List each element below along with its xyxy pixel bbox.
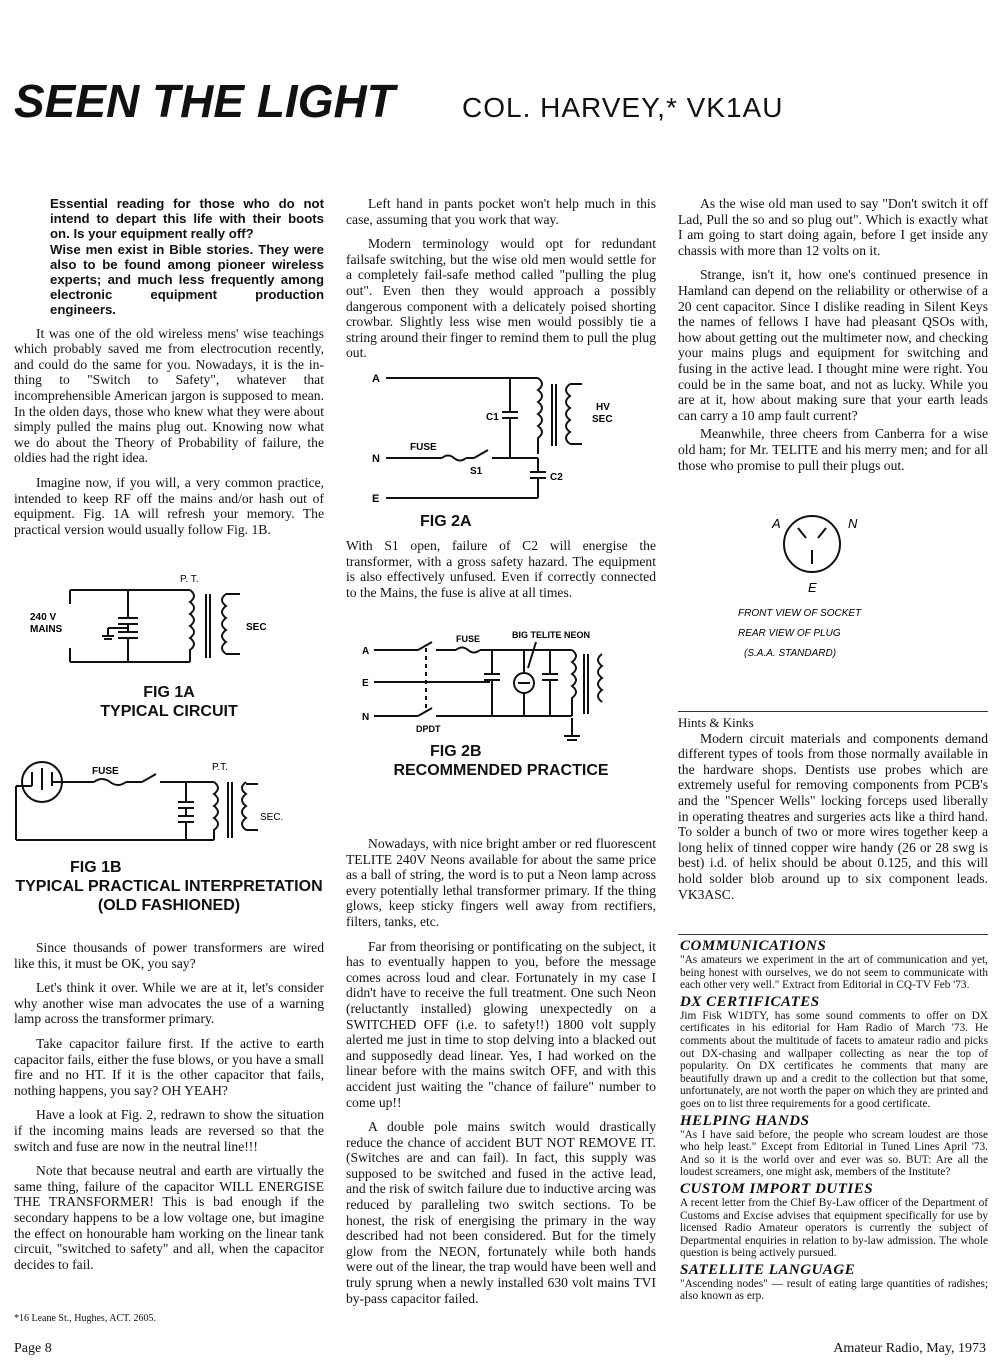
box-heading: HELPING HANDS xyxy=(680,1112,810,1129)
fig-2a-hv-label: HV xyxy=(596,402,610,413)
page-number: Page 8 xyxy=(14,1341,52,1356)
box-body: "Ascending nodes" — result of eating large quantities of radishes; also known as erp. xyxy=(680,1277,988,1303)
fig-2a-n-label: N xyxy=(372,453,380,465)
column-3 xyxy=(678,196,988,482)
body-paragraph: Meanwhile, three cheers from Canberra for a wise old ham; for Mr. TELITE and his merry men; and for all those who promise to pull their plugs out. xyxy=(678,426,988,473)
body-paragraph: Let's think it over. While we are at it, let's consider why another wise man advocates the use of a warning lamp across the transformer primary. xyxy=(14,980,324,1027)
body-paragraph: Strange, isn't it, how one's continued presence in Hamland can depend on the reliability or otherwise of a 20 cent capacitor. Since I dislike reading in Silent Keys the names of fellows I have had pleasant QSOs with, how about getting out the multimeter now, and checking your mains plugs and equipment for switching and fusing in the active lead. I thought mine were right. You could be in the same boat, and not as lucky. While you are at it, how about making sure that your earth leads can carry a 10 amp fault current? xyxy=(678,267,988,423)
fig-1a-mains-label: 240 V xyxy=(30,612,57,623)
column-2-mid xyxy=(346,538,656,609)
fig-1b-caption xyxy=(14,858,324,915)
body-paragraph: With S1 open, failure of C2 will energise the transformer, with a gross safety hazard. The equipment is also effectively unfused. Even if correctly connected to the Mains, the fuse is alive at all times. xyxy=(346,538,656,600)
fig-2b-n-label: N xyxy=(362,712,370,723)
hints-title: Hints & Kinks xyxy=(678,715,754,730)
column-1-bottom xyxy=(14,940,324,1281)
fig-2b-fuse-label: FUSE xyxy=(456,634,481,644)
box-heading: SATELLITE LANGUAGE xyxy=(680,1261,856,1278)
publication-footer: Amateur Radio, May, 1973 xyxy=(833,1341,986,1356)
box-body: A recent letter from the Chief By-Law officer of the Department of Customs and Excise advises that equipment specifically for use by licensed Radio Amateur operators is currently the subject of Departmental enquiries in relation to by-law admission. The whole question is being actively pursued. xyxy=(680,1196,988,1260)
column-2 xyxy=(346,196,656,370)
fig-2a-caption: FIG 2A xyxy=(420,513,472,530)
divider xyxy=(678,711,988,712)
fig-2b-a-label: A xyxy=(362,646,370,657)
column-2-bottom xyxy=(346,836,656,1315)
author-footnote: *16 Leane St., Hughes, ACT. 2605. xyxy=(14,1313,157,1324)
body-paragraph: As the wise old man used to say "Don't switch it off Lad, Pull the so and so plug out". Which is exactly what I am going to start doing again, before I get inside any chassis with more than 12 volts on it. xyxy=(678,196,988,258)
fig-2b-neon-label: BIG TELITE NEON xyxy=(512,630,591,640)
fig-1b-subtitle: TYPICAL PRACTICAL INTERPRETATION xyxy=(15,878,323,895)
fig-1a-subtitle: TYPICAL CIRCUIT xyxy=(100,703,238,720)
column-1 xyxy=(14,196,324,546)
box-heading: COMMUNICATIONS xyxy=(680,938,827,954)
body-paragraph: It was one of the old wireless mens' wise teachings which probably saved me from electrocution recently, and could do the same for you. Nowadays, it is the in-thing to "Switch to Safety", whatever that incomprehensible American jargon is supposed to mean. In the olden days, those who knew what they were about simply pulled the mains plug out. Knowing now what we do about the Theory of Probability of failure, the oldies had the right idea. xyxy=(14,325,324,466)
article-author: COL. HARVEY,* VK1AU xyxy=(462,92,784,123)
fig-1a-sec-label: SEC xyxy=(246,622,267,633)
fig-2a-sec-label: SEC xyxy=(592,414,613,425)
box-body: Jim Fisk W1DTY, has some sound comments to offer on DX certificates in his editorial for Ham Radio of March '73. He comments about the multitude of facets to amateur radio and picks out DX-chasing and wallpaper collecting as near the top of popularity. On DX certificates he comments that many are beautifully drawn up and a credit to the collection but that some, unfortunately, are not worth the paper on which they are printed and goes on to list three requirements for a good certificate. xyxy=(680,1009,988,1110)
fig-2b-subtitle: RECOMMENDED PRACTICE xyxy=(393,762,609,779)
fig-1a-diagram xyxy=(30,572,320,682)
fig-2a-fuse-label: FUSE xyxy=(410,442,437,453)
fig-2b-diagram xyxy=(360,628,650,748)
socket-caption-2: REAR VIEW OF PLUG xyxy=(738,628,841,639)
fig-2b-e-label: E xyxy=(362,678,369,689)
body-paragraph: Since thousands of power transformers are wired like this, it must be OK, you say? xyxy=(14,940,324,971)
socket-a-label: A xyxy=(772,516,781,531)
fig-1a-mains-label: MAINS xyxy=(30,624,63,635)
intro-para-2: Wise men exist in Bible stories. They were also to be found among pioneer wireless experts; and much less frequently among electronic equipment production engineers. xyxy=(50,241,324,318)
fig-1b-subtitle-2: (OLD FASHIONED) xyxy=(97,897,241,914)
fig-1b-diagram xyxy=(14,752,324,852)
fig-1b-fuse-label: FUSE xyxy=(92,766,119,777)
divider xyxy=(678,934,988,935)
body-paragraph: Imagine now, if you will, a very common practice, intended to keep RF off the mains and/or hash out of equipment. Fig. 1A will refresh your memory. The practical version would usually follow Fig. 1B. xyxy=(14,474,324,537)
fig-2a-s1-label: S1 xyxy=(470,466,483,477)
body-paragraph: Modern terminology would opt for redundant failsafe switching, but the wise old men would settle for a completely fail-safe method called "pulling the plug out". Even then they would approach a possibly dangerous component with a delicately poised shorting crowbar. Slightly less wise men would possibly tie a string around their finger to remind them to pull the plug out. xyxy=(346,236,656,361)
fig-1a-pt-label: P. T. xyxy=(180,574,199,585)
fig-2a-c1-label: C1 xyxy=(486,412,499,423)
hints-and-kinks xyxy=(678,715,988,911)
intro-standfirst xyxy=(14,196,324,318)
socket-caption-3: (S.A.A. STANDARD) xyxy=(744,648,837,659)
body-paragraph: A double pole mains switch would drastically reduce the chance of accident BUT NOT REMOVE IT. (Switches are and can fail). In fact, this supply was supposed to be switched and fused in the active lead, and the risk of switch failure due to inductive arcing was reduced by paralleling two switch sections. To be honest, the risk of energising the primary in the way described had not been considered. But for the timely glow from the NEON, fortunately while both hands were out of the linear, the trap would have been well and truly sprung when a newly installed 630 volt mains TVI by-pass capacitor failed. xyxy=(346,1119,656,1306)
article-title: SEEN THE LIGHT xyxy=(14,75,395,127)
socket-e-label: E xyxy=(808,580,817,595)
body-paragraph: Take capacitor failure first. If the active to earth capacitor fails, either the fuse blows, or you have a small fire and no HT. If it is the other capacitor that fails, nothing happens, you say? OH YEAH? xyxy=(14,1035,324,1098)
box-heading: CUSTOM IMPORT DUTIES xyxy=(680,1180,874,1197)
fig-1b-sec-label: SEC. xyxy=(260,812,284,823)
fig-2b-title: FIG 2B xyxy=(430,743,482,760)
fig-1a-title: FIG 1A xyxy=(143,684,195,701)
box-body: "As I have said before, the people who scream loudest are those who help least." Except from Editorial in Tuned Lines April '73. And so it is the world over and ever was so. BUT: Are all the loudest screamers, one might ask, members of the Institute? xyxy=(680,1128,988,1179)
fig-2b-dpdt-label: DPDT xyxy=(416,724,441,734)
fig-2a-a-label: A xyxy=(372,373,380,385)
body-paragraph: Far from theorising or pontificating on the subject, it has to eventually happen to you, before the message comes across loud and clear. Fortunately in my case I didn't have to receive the full treatment. One such Neon (reluctantly installed) glowing unexpectedly on a SWITCHED OFF (i.e. to safety!!) 1800 volt supply alerted me just in time to stop delving into a blacked out and supposedly dead linear. Yes, I had worked on the linear before with the mains switch OFF, and with this accident just waiting the "chance of failure" number to come up!! xyxy=(346,938,656,1110)
fig-2a-e-label: E xyxy=(372,493,380,505)
fig-1b-pt-label: P.T. xyxy=(212,762,228,773)
fig-2b-caption xyxy=(346,742,656,780)
hints-body: Modern circuit materials and components demand different types of tools from those normally available in the hardware shops. Dentists use probes which are extremely useful for removing components from PCB's and the "Spencer Wells" locking forceps used liberally in operating theatres and surgeries acts like a third hand. To solder a bunch of two or more wires together keep a long helix of tinned copper wire handy (26 or 28 swg is best) i.d. of helix should be about 0.125, and this will hold solder blob around up to six component leads. VK3ASC. xyxy=(678,730,988,902)
box-heading: DX CERTIFICATES xyxy=(680,993,820,1010)
body-paragraph: Nowadays, with nice bright amber or red fluorescent TELITE 240V Neons available for about the same price as a ball of string, the word is to put a Neon lamp across every potentially lethal transformer primary. If the thing glows, keep sticky fingers well away from rectifiers, filters, tanks, etc. xyxy=(346,836,656,929)
socket-caption-1: FRONT VIEW OF SOCKET xyxy=(738,608,862,619)
body-paragraph: Left hand in pants pocket won't help much in this case, assuming that you work that way. xyxy=(346,196,656,227)
socket-n-label: N xyxy=(848,516,858,531)
intro-para-1: Essential reading for those who do not intend to depart this life with their boots on. Is your equipment really off? xyxy=(50,196,324,242)
socket-diagram xyxy=(730,504,970,674)
fig-2a-c2-label: C2 xyxy=(550,472,563,483)
body-paragraph: Have a look at Fig. 2, redrawn to show the situation if the incoming mains leads are reversed so that the switch and fuse are now in the neutral line!!! xyxy=(14,1107,324,1154)
fig-2a-diagram xyxy=(370,362,650,512)
news-items xyxy=(680,938,988,1303)
fig-1a-caption xyxy=(14,683,324,721)
fig-1b-title: FIG 1B xyxy=(70,859,122,876)
body-paragraph: Note that because neutral and earth are virtually the same thing, failure of the capacitor WILL ENERGISE THE TRANSFORMER! This is bad enough if the secondary happens to be a low voltage one, but imagine the effect on honourable ham working on the linear tank circuit, "switched to safety" and all, when the capacitor decides to fail. xyxy=(14,1163,324,1272)
box-body: "As amateurs we experiment in the art of communication and yet, being honest with ourselves, we do not seem to communicate with each other very well." Extract from Editorial in CQ-TV Feb '73. xyxy=(680,954,988,992)
